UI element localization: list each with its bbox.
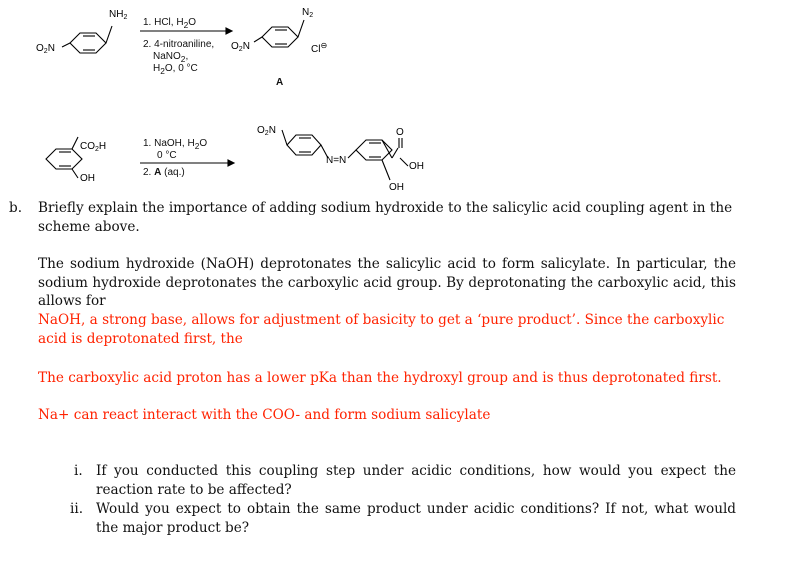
question-b-label: b. <box>9 200 23 216</box>
hydroxyl-label-2: OH <box>409 161 424 172</box>
condition-step-2b: NaNO$_2$, <box>153 51 189 64</box>
condition-step-2: 2. 4-nitroaniline, <box>143 39 215 50</box>
answer-red-paragraph-3: Na+ can react interact with the COO- and form sodium salicylate <box>38 407 491 423</box>
condition-add-a: 2. A (aq.) <box>143 167 185 178</box>
chloride-counterion: Cl⊖ <box>311 41 328 55</box>
reaction-scheme <box>0 0 788 200</box>
nitro-label-3: $O_2N$ <box>257 125 276 137</box>
condition-step-2c: $H_2O$, 0 °C <box>153 63 198 76</box>
subquestion-ii-number: ii. <box>70 501 84 517</box>
reactant-ring <box>62 26 112 53</box>
condition-naoh: 1. NaOH, $H_2O$ <box>143 138 208 151</box>
answer-red-paragraph-1: NaOH, a strong base, allows for adjustment of basicity to get a ‘pure product’. Since the carboxylic acid is deprotonated first, the <box>38 312 725 347</box>
carbonyl-oxygen: O <box>396 127 404 138</box>
subquestion-ii-text: Would you expect to obtain the same product under acidic conditions? If not, what would the major product be? <box>96 501 736 536</box>
amine-label: $NH_2$ <box>109 9 128 21</box>
azo-label: N=N <box>326 155 347 166</box>
scheme-drawing <box>0 0 788 200</box>
diazonium-label: $N_2$ <box>302 7 314 19</box>
nitro-label-1: $O_2N$ <box>36 43 55 55</box>
subquestion-i-text: If you conducted this coupling step under acidic conditions, how would you expect the reaction rate to be affected? <box>96 463 736 498</box>
answer-red-paragraph-2: The carboxylic acid proton has a lower pKa than the hydroxyl group and is thus deprotonated first. <box>38 370 722 386</box>
question-b-text: Briefly explain the importance of adding sodium hydroxide to the salicylic acid coupling agent in the scheme above. <box>38 200 733 235</box>
compound-label-a: A <box>276 77 284 88</box>
condition-temp: 0 °C <box>157 150 177 161</box>
carboxyl-label: $CO_2H$ <box>80 141 107 153</box>
product-ring-a <box>254 20 304 47</box>
nitro-label-2: $O_2N$ <box>231 41 250 53</box>
hydroxyl-label-1: OH <box>80 173 95 184</box>
salicylic-acid-ring <box>46 137 82 178</box>
condition-step-1: 1. HCl, $H_2O$ <box>143 17 196 30</box>
answer-black-paragraph: The sodium hydroxide (NaOH) deprotonates the salicylic acid to form salicylate. In particular, the sodium hydroxide deprotonates the carboxylic acid group. By deprotonating the carboxylic acid, this allows for <box>38 256 736 309</box>
hydroxyl-label-3: OH <box>389 182 404 193</box>
subquestion-i-number: i. <box>74 463 83 479</box>
